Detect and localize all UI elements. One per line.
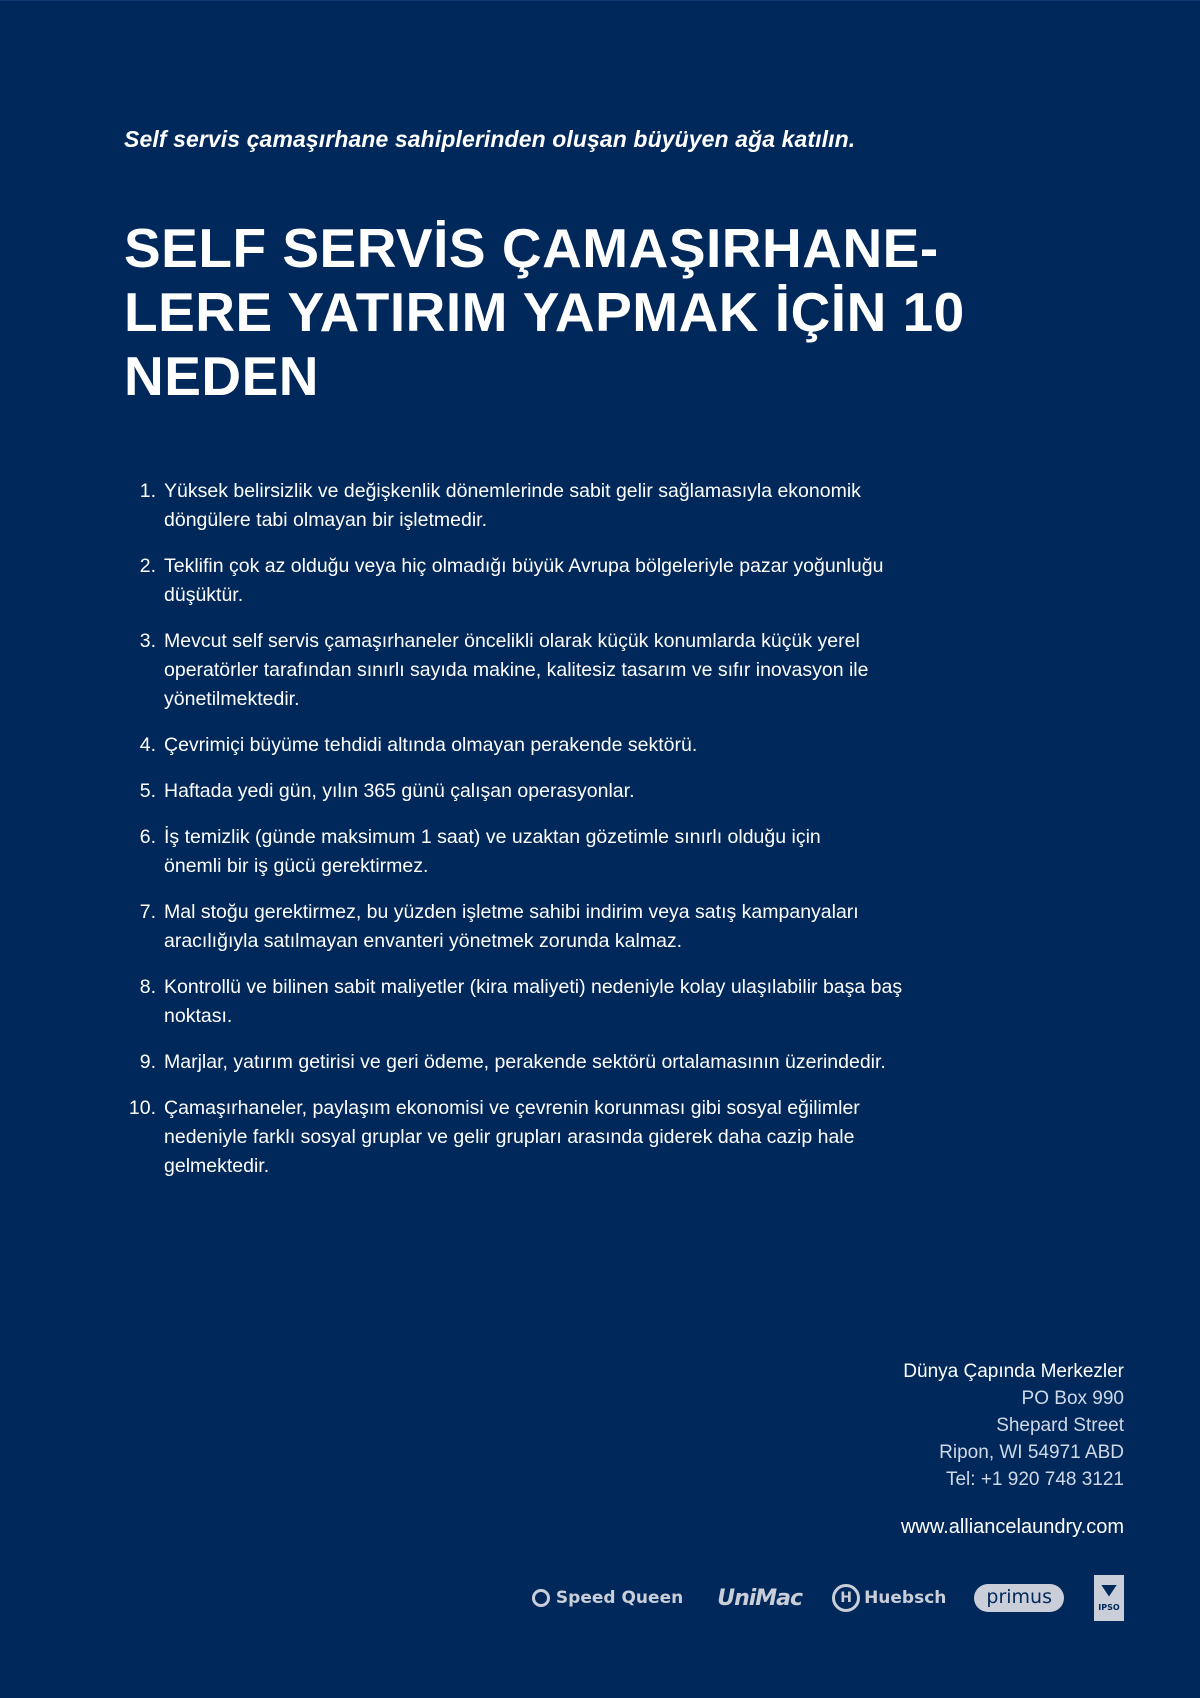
reason-number: 8. (139, 976, 156, 998)
unimac-logo (717, 1586, 802, 1611)
reason-line: nedeniyle farklı sosyal gruplar ve gelir grupları arasında giderek daha cazip hale (164, 1126, 855, 1148)
reason-line: gelmektedir. (164, 1155, 270, 1177)
address-line: Ripon, WI 54971 ABD (939, 1442, 1124, 1463)
address-heading: Dünya Çapında Merkezler (903, 1361, 1124, 1382)
reason-number: 6. (139, 826, 156, 848)
ipso-logo (1094, 1575, 1124, 1621)
reason-number: 5. (139, 780, 156, 802)
address-line: PO Box 990 (1021, 1388, 1124, 1409)
huebsch-label: Huebsch (864, 1588, 947, 1608)
reason-number: 3. (139, 630, 156, 652)
reason-line: Mevcut self servis çamaşırhaneler öncelikli olarak küçük konumlarda küçük yerel (164, 630, 860, 652)
reason-line: Marjlar, yatırım getirisi ve geri ödeme, perakende sektörü ortalamasının üzerindedir. (164, 1051, 886, 1073)
reason-number: 4. (139, 734, 156, 756)
website-link[interactable]: www.alliancelaundry.com (900, 1516, 1124, 1538)
speed-queen-logo (532, 1588, 683, 1608)
speed-queen-label: Speed Queen (555, 1588, 684, 1608)
title-line: LERE YATIRIM YAPMAK İÇİN 10 (124, 281, 965, 343)
huebsch-logo (832, 1584, 946, 1612)
reason-number: 10. (128, 1097, 156, 1119)
reason-line: Mal stoğu gerektirmez, bu yüzden işletme sahibi indirim veya satış kampanyaları (164, 901, 859, 923)
reason-item (120, 731, 1000, 760)
primus-logo (974, 1584, 1064, 1612)
reason-item (120, 973, 1000, 1031)
reason-line: döngülere tabi olmayan bir işletmedir. (164, 509, 488, 531)
reason-line: Kontrollü ve bilinen sabit maliyetler (kira maliyeti) nedeniyle kolay ulaşılabilir başa baş (164, 976, 903, 998)
reason-line: Teklifin çok az olduğu veya hiç olmadığı büyük Avrupa bölgeleriyle pazar yoğunluğu (164, 555, 884, 577)
reason-number: 7. (139, 901, 156, 923)
page-title (124, 216, 1024, 408)
reason-line: düşüktür. (164, 584, 244, 606)
reason-line: Çevrimiçi büyüme tehdidi altında olmayan perakende sektörü. (164, 734, 698, 756)
reason-line: yönetilmektedir. (164, 688, 300, 710)
h-circle-icon: H (832, 1584, 860, 1612)
reason-item (120, 1048, 1000, 1077)
reason-item (120, 823, 1000, 881)
reason-line: Çamaşırhaneler, paylaşım ekonomisi ve çevrenin korunması gibi sosyal eğilimler (164, 1097, 860, 1119)
brand-logos (532, 1573, 1124, 1623)
title-line: NEDEN (124, 345, 320, 407)
reason-item (120, 1094, 1000, 1181)
address-line: Shepard Street (996, 1415, 1124, 1436)
reason-item (120, 898, 1000, 956)
headquarters-address (903, 1358, 1124, 1493)
reason-line: operatörler tarafından sınırlı sayıda makine, kalitesiz tasarım ve sıfır inovasyon ile (164, 659, 869, 681)
reason-item (120, 552, 1000, 610)
reason-number: 9. (139, 1051, 156, 1073)
reason-item (120, 627, 1000, 714)
reason-line: İş temizlik (günde maksimum 1 saat) ve uzaktan gözetimle sınırlı olduğu için (164, 826, 821, 848)
reasons-list (120, 477, 1000, 1198)
ipso-label: IPSO (1098, 1602, 1120, 1612)
tagline: Self servis çamaşırhane sahiplerinden oluşan büyüyen ağa katılın. (124, 126, 856, 152)
address-phone: Tel: +1 920 748 3121 (945, 1469, 1124, 1490)
triangle-shield-icon (1101, 1585, 1117, 1597)
reason-item (120, 777, 1000, 806)
title-line: SELF SERVİS ÇAMAŞIRHANE- (124, 217, 939, 279)
reason-line: noktası. (164, 1005, 233, 1027)
unimac-label: UniMac (717, 1585, 803, 1611)
reason-item (120, 477, 1000, 535)
reason-line: Haftada yedi gün, yılın 365 günü çalışan operasyonlar. (164, 780, 635, 802)
q-circle-icon (532, 1589, 550, 1607)
reason-line: aracılığıyla satılmayan envanteri yönetmek zorunda kalmaz. (164, 930, 683, 952)
reason-number: 2. (139, 555, 156, 577)
reason-line: önemli bir iş gücü gerektirmez. (164, 855, 429, 877)
primus-label: primus (986, 1586, 1052, 1608)
reason-line: Yüksek belirsizlik ve değişkenlik dönemlerinde sabit gelir sağlamasıyla ekonomik (164, 480, 861, 502)
reason-number: 1. (139, 480, 156, 502)
